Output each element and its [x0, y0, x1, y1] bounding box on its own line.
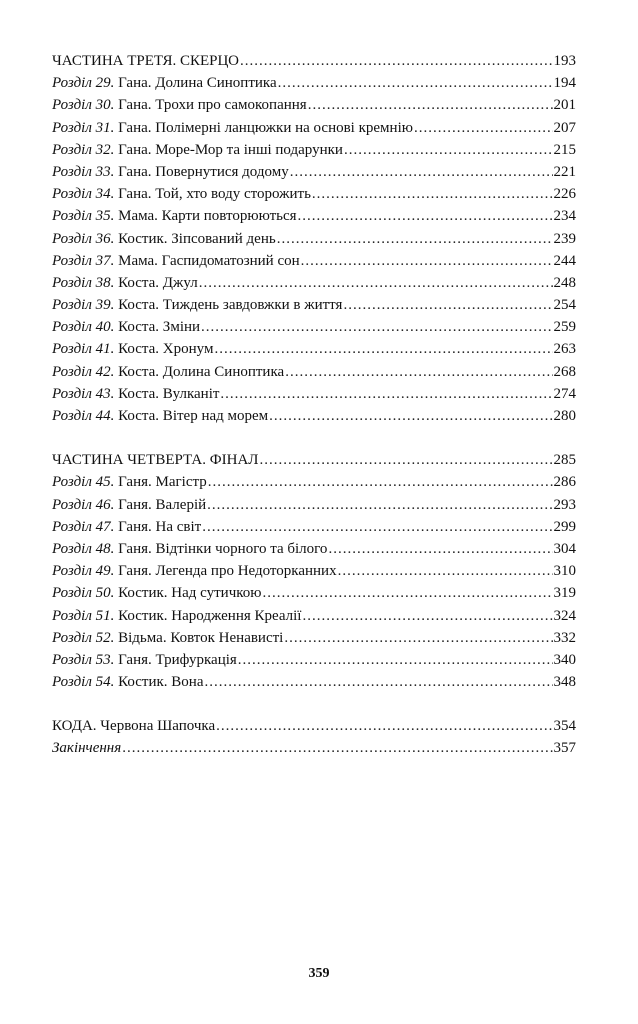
dot-leader: [338, 560, 553, 582]
dot-leader: [216, 715, 552, 737]
chapter-title: Ганя. На світ: [114, 518, 202, 535]
dot-leader: [208, 471, 553, 493]
toc-entry-label: [52, 715, 215, 737]
chapter-number: Розділ 51.: [52, 607, 115, 624]
dot-leader: [202, 516, 552, 538]
dot-leader: [344, 139, 553, 161]
toc-entry: [52, 671, 576, 693]
toc-entry-label: [52, 405, 268, 427]
toc-entry-label: [52, 494, 206, 516]
toc-entry-label: [52, 338, 213, 360]
chapter-number: Розділ 34.: [52, 186, 115, 203]
chapter-title: Костик. Вона: [114, 674, 204, 691]
chapter-number: Розділ 39.: [52, 297, 115, 314]
chapter-number: Розділ 45.: [52, 474, 115, 491]
chapter-number: Розділ 54.: [52, 674, 115, 691]
chapter-number: Розділ 53.: [52, 651, 115, 668]
chapter-title: Коста. Зміни: [114, 319, 201, 336]
toc-entry: [52, 139, 576, 161]
toc-entry-label: [52, 205, 297, 227]
chapter-number: Розділ 47.: [52, 518, 115, 535]
toc-page-number: 194: [553, 75, 576, 92]
dot-leader: [343, 294, 552, 316]
toc-entry: [52, 294, 576, 316]
dot-leader: [312, 183, 553, 205]
toc-part-heading: [52, 50, 576, 72]
chapter-title: Гана. Трохи про самокопання: [114, 97, 307, 114]
chapter-title: Ганя. Валерій: [114, 496, 207, 513]
chapter-title: Коста. Вітер над морем: [114, 408, 269, 424]
chapter-title: Ганя. Легенда про Недоторканних: [114, 563, 337, 580]
toc-entry: [52, 560, 576, 582]
toc-entry-label: [52, 649, 237, 671]
chapter-title: Ганя. Магістр: [114, 474, 207, 491]
dot-leader: [285, 361, 552, 383]
chapter-title: Мама. Гаспидоматозний сон: [114, 252, 300, 269]
toc-entry-label: [52, 737, 121, 759]
toc-entry-label: [52, 72, 277, 94]
toc-section: [52, 449, 576, 693]
toc-page-number: 226: [553, 186, 576, 203]
dot-leader: [262, 582, 552, 604]
toc-page-number: 319: [553, 585, 576, 602]
toc-entry-label: [52, 449, 258, 471]
toc-entry-label: [52, 605, 301, 627]
toc-entry: [52, 405, 576, 427]
toc-entry: [52, 737, 576, 759]
toc-entry-label: [52, 627, 283, 649]
chapter-number: Розділ 46.: [52, 496, 115, 513]
chapter-title: Коста. Джул: [114, 274, 198, 291]
toc-page-number: 254: [553, 297, 576, 314]
toc-entry: [52, 72, 576, 94]
toc-page-number: 280: [553, 408, 576, 424]
chapter-title: ЧАСТИНА ТРЕТЯ. СКЕРЦО: [52, 53, 239, 69]
dot-leader: [290, 161, 553, 183]
dot-leader: [259, 449, 552, 471]
toc-page-number: 244: [553, 252, 576, 269]
toc-page-number: 248: [553, 274, 576, 291]
chapter-number: Розділ 32.: [52, 141, 115, 158]
chapter-number: Розділ 50.: [52, 585, 115, 602]
section-spacer: [52, 693, 576, 715]
section-spacer: [52, 427, 576, 449]
toc-entry: [52, 338, 576, 360]
toc-part-heading: [52, 449, 576, 471]
chapter-number: Розділ 38.: [52, 274, 115, 291]
toc-entry: [52, 205, 576, 227]
toc-entry-label: [52, 250, 300, 272]
toc-entry: [52, 161, 576, 183]
chapter-number: Розділ 44.: [52, 408, 115, 424]
dot-leader: [220, 383, 552, 405]
chapter-number: Розділ 37.: [52, 252, 115, 269]
toc-entry-label: [52, 671, 203, 693]
toc-entry: [52, 94, 576, 116]
chapter-number: Розділ 42.: [52, 363, 115, 380]
chapter-title: Ганя. Трифуркація: [114, 651, 237, 668]
toc-entry-label: [52, 161, 289, 183]
toc-entry: [52, 649, 576, 671]
toc-entry: [52, 183, 576, 205]
dot-leader: [201, 316, 552, 338]
toc-page-number: 304: [553, 540, 576, 557]
toc-page-number: 286: [553, 474, 576, 491]
chapter-title: Костик. Над сутичкою: [114, 585, 262, 602]
chapter-title: Костик. Зіпсований день: [114, 230, 276, 247]
chapter-title: Гана. Море-Мор та інші подарунки: [114, 141, 343, 158]
chapter-number: Розділ 49.: [52, 563, 115, 580]
toc-entry: [52, 516, 576, 538]
toc-page-number: 332: [553, 629, 576, 646]
chapter-title: Коста. Долина Синоптика: [114, 363, 285, 380]
dot-leader: [301, 250, 553, 272]
toc-page-number: 310: [553, 563, 576, 580]
toc-entry-label: [52, 117, 413, 139]
toc-entry-label: [52, 228, 276, 250]
chapter-title: Гана. Той, хто воду сторожить: [114, 186, 311, 203]
chapter-title: Гана. Полімерні ланцюжки на основі кремнію: [114, 119, 413, 136]
chapter-number: Розділ 31.: [52, 119, 115, 136]
page-number: 359: [308, 966, 330, 981]
toc-page-number: 357: [553, 740, 576, 757]
toc-entry: [52, 471, 576, 493]
toc-page-number: 354: [553, 718, 576, 735]
toc-page-number: 324: [553, 607, 576, 624]
toc-page-number: 215: [553, 141, 576, 158]
dot-leader: [298, 205, 553, 227]
chapter-title: Ганя. Відтінки чорного та білого: [114, 540, 328, 557]
chapter-title: Костик. Народження Креалії: [114, 607, 302, 624]
chapter-number: Розділ 48.: [52, 540, 115, 557]
toc-entry-label: [52, 383, 219, 405]
toc-entry-label: [52, 361, 284, 383]
toc-page-number: 268: [553, 363, 576, 380]
toc-section: [52, 715, 576, 759]
dot-leader: [199, 272, 553, 294]
chapter-title: КОДА. Червона Шапочка: [52, 718, 216, 735]
toc-page-number: 299: [553, 518, 576, 535]
dot-leader: [122, 737, 552, 759]
chapter-title: Гана. Долина Синоптика: [114, 75, 277, 92]
toc-entry: [52, 494, 576, 516]
chapter-number: Закінчення: [52, 740, 122, 757]
toc-part-heading: [52, 715, 576, 737]
chapter-number: Розділ 40.: [52, 319, 115, 336]
toc-entry: [52, 538, 576, 560]
toc-entry: [52, 228, 576, 250]
toc-entry: [52, 117, 576, 139]
chapter-number: Розділ 33.: [52, 163, 115, 180]
chapter-number: Розділ 30.: [52, 97, 115, 114]
toc-entry: [52, 361, 576, 383]
toc-entry: [52, 582, 576, 604]
toc-entry-label: [52, 94, 307, 116]
toc-page-number: 201: [553, 97, 576, 114]
toc-page-number: 293: [553, 496, 576, 513]
dot-leader: [204, 671, 552, 693]
toc-page-number: 234: [553, 208, 576, 225]
toc-entry-label: [52, 183, 311, 205]
toc-entry: [52, 627, 576, 649]
toc-entry: [52, 383, 576, 405]
dot-leader: [277, 228, 553, 250]
toc-entry-label: [52, 294, 342, 316]
chapter-number: Розділ 36.: [52, 230, 115, 247]
dot-leader: [414, 117, 553, 139]
toc-page-number: 221: [553, 163, 576, 180]
chapter-number: Розділ 52.: [52, 629, 115, 646]
toc-entry-label: [52, 139, 343, 161]
dot-leader: [214, 338, 552, 360]
toc-entry-label: [52, 582, 261, 604]
chapter-title: Гана. Повернутися додому: [114, 163, 289, 180]
toc-entry-label: [52, 316, 200, 338]
toc-page-number: 207: [553, 119, 576, 136]
toc-entry-label: [52, 560, 337, 582]
chapter-number: Розділ 43.: [52, 385, 115, 402]
dot-leader: [284, 627, 552, 649]
toc-entry-label: [52, 516, 201, 538]
chapter-title: Відьма. Ковток Ненависті: [114, 629, 284, 646]
toc-page-number: 340: [553, 651, 576, 668]
toc-page-number: 285: [553, 452, 576, 469]
dot-leader: [302, 605, 552, 627]
dot-leader: [269, 405, 552, 427]
toc-entry: [52, 316, 576, 338]
dot-leader: [207, 494, 552, 516]
toc-entry: [52, 272, 576, 294]
toc-page-number: 263: [553, 341, 576, 358]
toc-page-number: 348: [553, 674, 576, 691]
chapter-title: Коста. Тиждень завдовжки в життя: [114, 297, 343, 314]
toc-entry-label: [52, 538, 327, 560]
dot-leader: [238, 649, 553, 671]
dot-leader: [308, 94, 553, 116]
toc-entry: [52, 250, 576, 272]
toc-entry: [52, 605, 576, 627]
chapter-title: Мама. Карти повторюються: [114, 208, 297, 225]
chapter-number: Розділ 41.: [52, 341, 115, 358]
toc-page-number: 274: [553, 385, 576, 402]
toc-entry-label: [52, 471, 207, 493]
chapter-number: Розділ 35.: [52, 208, 115, 225]
toc-entry-label: [52, 50, 239, 72]
toc-page-number: 259: [553, 319, 576, 336]
chapter-title: Коста. Хронум: [114, 341, 214, 358]
dot-leader: [240, 50, 553, 72]
dot-leader: [278, 72, 553, 94]
toc-section: [52, 50, 576, 427]
toc-page-number: 193: [553, 53, 576, 69]
dot-leader: [328, 538, 552, 560]
chapter-number: Розділ 29.: [52, 75, 115, 92]
chapter-title: Коста. Вулканіт: [114, 385, 220, 402]
toc-page-number: 239: [553, 230, 576, 247]
table-of-contents: [52, 50, 576, 760]
toc-entry-label: [52, 272, 198, 294]
chapter-title: ЧАСТИНА ЧЕТВЕРТА. ФІНАЛ: [52, 452, 259, 469]
